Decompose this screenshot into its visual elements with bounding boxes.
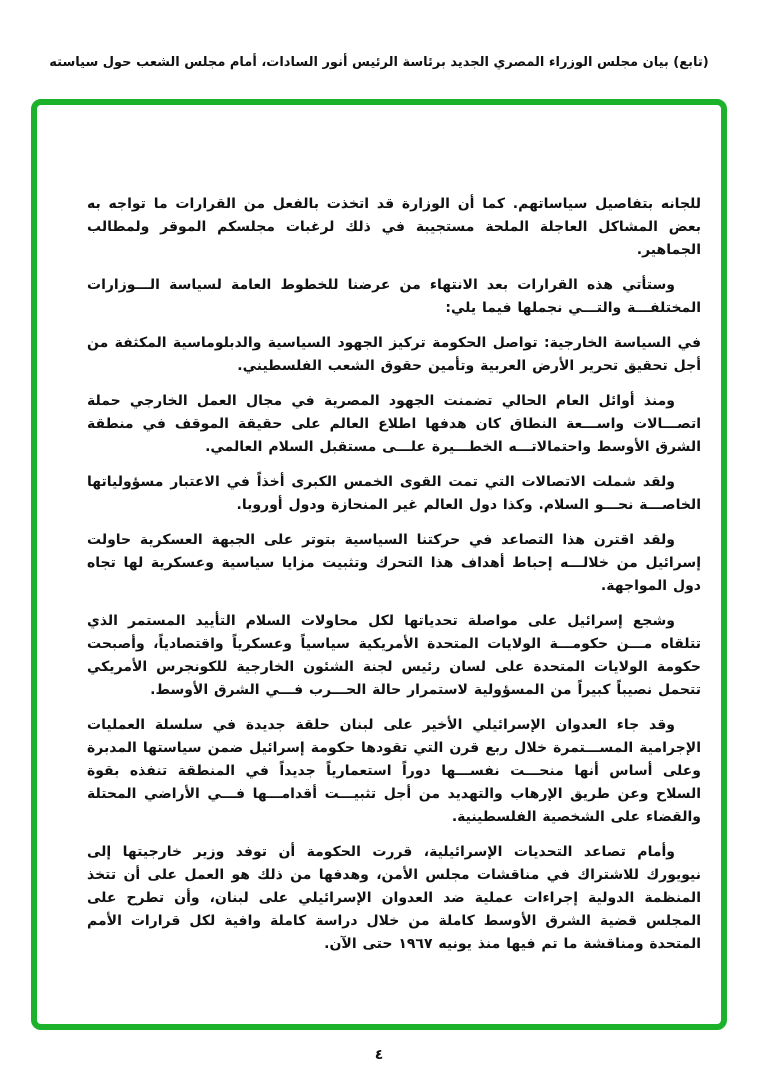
paragraph: وأمام تصاعد التحديات الإسرائيلية، قررت الحكومة أن توفد وزير خارجيتها إلى نيويورك للاشتراك في مناقشات مجلس الأمن، وهدفها من ذلك هو العمل على أن تتخذ المنظمة الدولية إجراءات عملية ضد العدوان الإسرائيلي على لبنان، وأن تطرح على المجلس قضية الشرق الأوسط كاملة من خلال دراسة كاملة وافية لكل قرارات الأمم المتحدة ومناقشة ما تم فيها منذ يونيه ١٩٦٧ حتى الآن. <box>87 844 701 952</box>
paragraph: ولقد اقترن هذا التصاعد في حركتنا السياسية بتوتر على الجبهة العسكرية حاولت إسرائيل من خلالـــه إحباط أهداف هذا التحرك وتثبيت مزايا سياسية وعسكرية لها تجاه دول المواجهة. <box>87 532 701 594</box>
document-title: (تابع) بيان مجلس الوزراء المصري الجديد برئاسة الرئيس أنور السادات، أمام مجلس الشعب حول سياسته <box>49 55 709 70</box>
paragraph: في السياسة الخارجية: تواصل الحكومة تركيز الجهود السياسية والدبلوماسية المكثفة من أجل تحقيق تحرير الأرض العربية وتأمين حقوق الشعب الفلسطيني. <box>87 335 701 374</box>
paragraph: وشجع إسرائيل على مواصلة تحدياتها لكل محاولات السلام التأييد المستمر الذي تتلقاه مـــن حكومـــة الولايات المتحدة الأمريكية سياسياً وعسكرياً واقتصادياً، وأصبحت حكومة الولايات المتحدة على لسان رئيس لجنة الشئون الخارجية للكونجرس الأمريكي تتحمل نصيباً كبيراً من المسؤولية لاستمرار حالة الحـــرب فـــي الشرق الأوسط. <box>87 613 701 698</box>
paragraph: للجانه بتفاصيل سياساتهم. كما أن الوزارة قد اتخذت بالفعل من القرارات ما تواجه به بعض المشاكل العاجلة الملحة مستجيبة في ذلك لرغبات مجلسكم الموقر ولمطالب الجماهير. <box>87 196 701 258</box>
paragraph: ولقد شملت الاتصالات التي تمت القوى الخمس الكبرى أخذاً في الاعتبار مسؤولياتها الخاصـــة نحـــو السلام. وكذا دول العالم غير المنحازة ودول أوروبا. <box>87 474 701 513</box>
document-frame <box>31 99 727 1030</box>
paragraph: ومنذ أوائل العام الحالي تضمنت الجهود المصرية في مجال العمل الخارجي حملة اتصـــالات واســـعة النطاق كان هدفها اطلاع العالم على حقيقة الموقف في منطقة الشرق الأوسط واحتمالاتـــه الخطـــيرة علـــى مستقبل السلام العالمي. <box>87 393 701 455</box>
page-number: ٤ <box>374 1047 384 1063</box>
paragraph: وقد جاء العدوان الإسرائيلي الأخير على لبنان حلقة جديدة في سلسلة العمليات الإجرامية المســـتمرة خلال ربع قرن التي تقودها حكومة إسرائيل ضمن سياستها المدبرة وعلى أساس أنها منحـــت نفســـها دوراً استعمارياً جديداً في المنطقة تنفذه بقوة السلاح وعن طريق الإرهاب والتهديد من أجل تثبيـــت أقدامـــها فـــي الأراضي المحتلة والقضاء على الشخصية الفلسطينية. <box>87 717 701 825</box>
document-body <box>37 105 721 956</box>
paragraph: وستأتي هذه القرارات بعد الانتهاء من عرضنا للخطوط العامة لسياسة الـــوزارات المختلفـــة والتـــي نجملها فيما يلي: <box>87 277 701 316</box>
